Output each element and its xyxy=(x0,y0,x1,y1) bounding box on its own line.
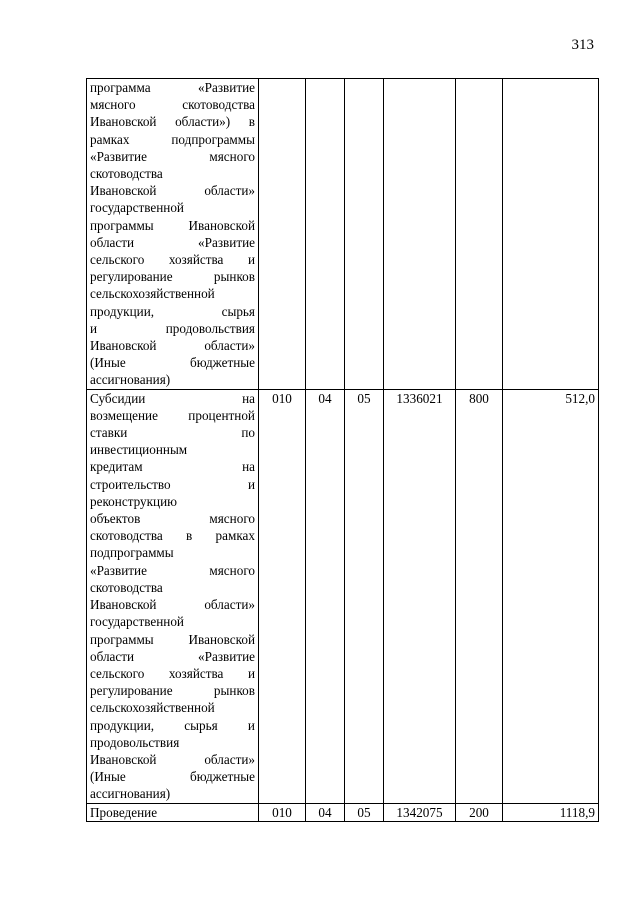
description-line: программы Ивановской xyxy=(90,631,255,647)
ministry-code-cell xyxy=(259,79,306,390)
description-line: подпрограммы xyxy=(90,545,174,561)
description-line: рамках подпрограммы xyxy=(90,131,255,147)
table-row xyxy=(87,79,599,390)
description-line: (Иные бюджетные xyxy=(90,769,255,785)
subsection-code-cell: 05 xyxy=(345,803,384,821)
description-line: «Развитие мясного xyxy=(90,148,255,164)
description-line: сельскохозяйственной xyxy=(90,700,215,716)
description-line: и продовольствия xyxy=(90,320,255,336)
expense-type-cell: 800 xyxy=(456,389,503,803)
description-line: (Иные бюджетные xyxy=(90,355,255,371)
section-code-cell: 04 xyxy=(306,389,345,803)
description-line: сельского хозяйства и xyxy=(90,665,255,681)
target-article-cell: 1336021 xyxy=(384,389,456,803)
description-line: продукции, сырья xyxy=(90,303,255,319)
description-line: объектов мясного xyxy=(90,511,255,527)
amount-cell: 512,0 xyxy=(503,389,599,803)
description-line: Ивановской области» xyxy=(90,338,255,354)
description-cell xyxy=(87,389,259,803)
description-line: ставки по xyxy=(90,425,255,441)
description-line: строительство и xyxy=(90,476,255,492)
description-line: Субсидии на xyxy=(90,390,255,406)
description-line: регулирование рынков xyxy=(90,269,255,285)
description-line: кредитам на xyxy=(90,459,255,475)
expense-type-cell xyxy=(456,79,503,390)
ministry-code-cell: 010 xyxy=(259,803,306,821)
description-line: ассигнования) xyxy=(90,372,171,388)
description-line: Ивановской области» xyxy=(90,183,255,199)
description-line: регулирование рынков xyxy=(90,683,255,699)
description-line: Ивановской области» xyxy=(90,597,255,613)
description-line: продукции, сырья и xyxy=(90,717,255,733)
budget-table xyxy=(86,78,599,822)
table-row xyxy=(87,803,599,821)
amount-cell xyxy=(503,79,599,390)
description-line: сельского хозяйства и xyxy=(90,252,255,268)
description-line: Проведение xyxy=(90,804,158,820)
expense-type-cell: 200 xyxy=(456,803,503,821)
description-line: скотоводства xyxy=(90,579,163,595)
description-cell xyxy=(87,803,259,821)
description-line: ассигнования) xyxy=(90,786,171,802)
description-line: скотоводства xyxy=(90,166,163,182)
description-line: области «Развитие xyxy=(90,234,255,250)
subsection-code-cell xyxy=(345,79,384,390)
description-cell xyxy=(87,79,259,390)
description-line: возмещение процентной xyxy=(90,407,255,423)
target-article-cell xyxy=(384,79,456,390)
budget-table-body xyxy=(87,79,599,822)
description-line: Ивановской области» xyxy=(90,751,255,767)
description-line: Ивановской области») в xyxy=(90,114,255,130)
table-row xyxy=(87,389,599,803)
description-line: скотоводства в рамках xyxy=(90,528,255,544)
amount-cell: 1118,9 xyxy=(503,803,599,821)
description-line: области «Развитие xyxy=(90,648,255,664)
section-code-cell xyxy=(306,79,345,390)
description-line: «Развитие мясного xyxy=(90,562,255,578)
description-line: государственной xyxy=(90,200,184,216)
description-line: реконструкцию xyxy=(90,493,177,509)
target-article-cell: 1342075 xyxy=(384,803,456,821)
description-line: мясного скотоводства xyxy=(90,97,255,113)
description-line: государственной xyxy=(90,614,184,630)
ministry-code-cell: 010 xyxy=(259,389,306,803)
section-code-cell: 04 xyxy=(306,803,345,821)
description-line: программы Ивановской xyxy=(90,217,255,233)
description-line: сельскохозяйственной xyxy=(90,286,215,302)
description-line: продовольствия xyxy=(90,734,180,750)
subsection-code-cell: 05 xyxy=(345,389,384,803)
description-line: инвестиционным xyxy=(90,442,188,458)
description-line: программа «Развитие xyxy=(90,80,255,95)
page-number: 313 xyxy=(571,37,594,53)
